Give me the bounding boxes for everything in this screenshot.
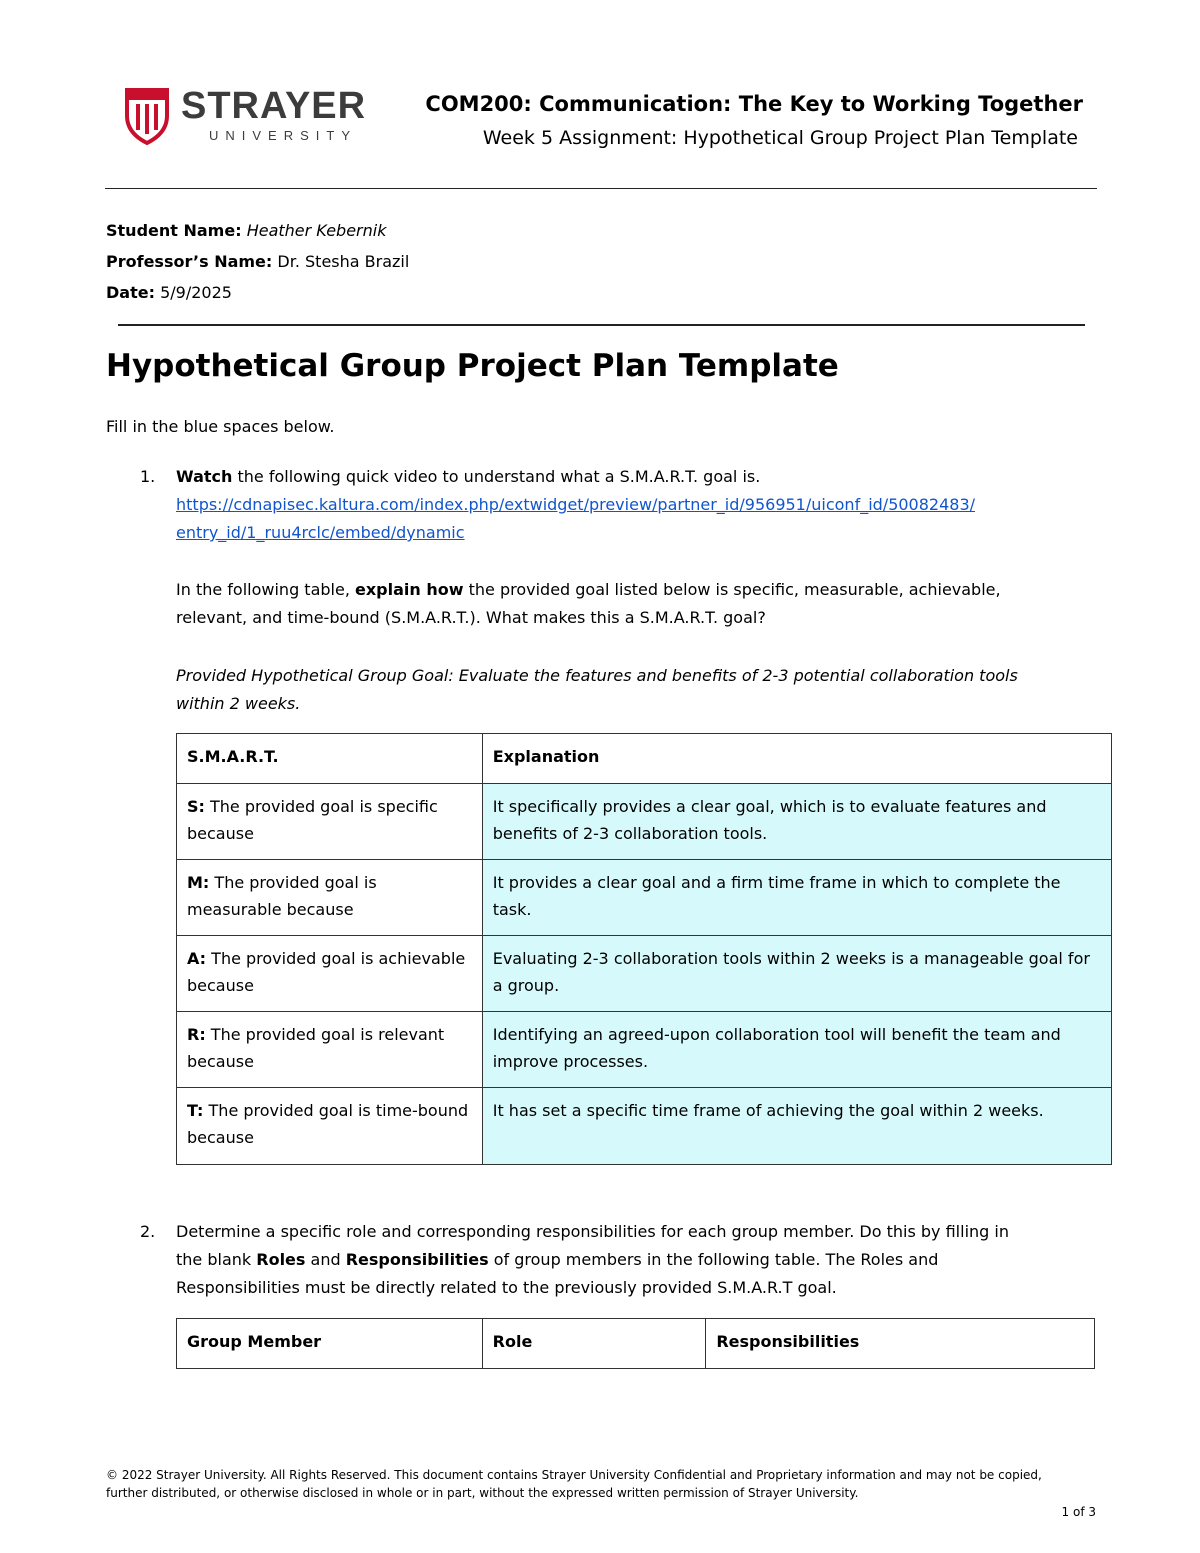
roles-header-row xyxy=(177,1319,1095,1369)
smart-row-t xyxy=(177,1088,1112,1165)
smart-label-cell xyxy=(177,860,483,936)
group-member-header: Group Member xyxy=(177,1319,483,1369)
item-2-line-3: Responsibilities must be directly related to the previously provided S.M.A.R.T goal. xyxy=(176,1278,837,1297)
smart-label-cell xyxy=(177,1088,483,1165)
explanation-cell[interactable]: Evaluating 2-3 collaboration tools within 2 weeks is a manageable goal for a group. xyxy=(482,936,1111,1012)
student-name-label: Student Name: xyxy=(106,221,242,240)
explain-pre: In the following table, xyxy=(176,580,355,599)
shield-icon xyxy=(123,86,173,146)
smart-letter: A: xyxy=(187,949,207,968)
instruction-text: Fill in the blue spaces below. xyxy=(106,417,335,436)
roles-table xyxy=(176,1318,1095,1369)
role-header: Role xyxy=(482,1319,706,1369)
smart-label-text: The provided goal is measurable because xyxy=(187,873,377,919)
explanation-cell[interactable]: It specifically provides a clear goal, which is to evaluate features and benefits of 2-3 collaboration tools. xyxy=(482,784,1111,860)
footer-line-2: further distributed, or otherwise disclosed in whole or in part, without the expressed written permission of Strayer University. xyxy=(106,1486,859,1500)
smart-label-text: The provided goal is relevant because xyxy=(187,1025,445,1071)
smart-letter: R: xyxy=(187,1025,206,1044)
info-divider xyxy=(118,324,1085,326)
explain-bold: explain how xyxy=(355,580,464,599)
video-link-line2[interactable]: entry_id/1_ruu4rclc/embed/dynamic xyxy=(176,523,465,542)
student-name-value: Heather Kebernik xyxy=(246,221,387,240)
smart-label-cell xyxy=(177,1012,483,1088)
date-value: 5/9/2025 xyxy=(160,283,232,302)
video-link-line1[interactable]: https://cdnapisec.kaltura.com/index.php/extwidget/preview/partner_id/956951/uiconf_id/50082483/ xyxy=(176,495,976,514)
smart-row-s xyxy=(177,784,1112,860)
explain-line-2: relevant, and time-bound (S.M.A.R.T.). What makes this a S.M.A.R.T. goal? xyxy=(176,608,766,627)
item-2-line-2 xyxy=(176,1246,938,1274)
logo-wordmark: STRAYER xyxy=(181,85,367,127)
goal-line-2: within 2 weeks. xyxy=(176,694,301,713)
responsibilities-header: Responsibilities xyxy=(706,1319,1095,1369)
roles-bold: Roles xyxy=(256,1250,306,1269)
page-title: Hypothetical Group Project Plan Template xyxy=(106,348,839,384)
course-title: COM200: Communication: The Key to Working Together xyxy=(425,92,1083,116)
smart-letter: S: xyxy=(187,797,205,816)
explain-post: the provided goal listed below is specific, measurable, achievable, xyxy=(463,580,1001,599)
student-name-line xyxy=(106,220,386,242)
smart-label-cell xyxy=(177,936,483,1012)
assignment-title: Week 5 Assignment: Hypothetical Group Project Plan Template xyxy=(482,127,1078,149)
smart-header-cell: S.M.A.R.T. xyxy=(177,734,483,784)
watch-rest: the following quick video to understand what a S.M.A.R.T. goal is. xyxy=(232,467,761,486)
explain-line-1 xyxy=(176,576,1001,604)
goal-line-1: Provided Hypothetical Group Goal: Evaluate the features and benefits of 2-3 potential collaboration tools xyxy=(176,666,1018,685)
responsibilities-bold: Responsibilities xyxy=(345,1250,489,1269)
footer-line-1: © 2022 Strayer University. All Rights Reserved. This document contains Strayer University Confidential and Proprietary information and may not be copied, xyxy=(106,1468,1042,1482)
explanation-cell[interactable]: Identifying an agreed-upon collaboration tool will benefit the team and improve processes. xyxy=(482,1012,1111,1088)
line2-pre: the blank xyxy=(176,1250,257,1269)
copyright-footer xyxy=(106,1466,1042,1502)
item-1-text xyxy=(176,463,760,491)
explanation-cell[interactable]: It has set a specific time frame of achieving the goal within 2 weeks. xyxy=(482,1088,1111,1165)
logo-subtitle: UNIVERSITY xyxy=(209,128,358,143)
smart-letter: M: xyxy=(187,873,210,892)
smart-header-row xyxy=(177,734,1112,784)
smart-table xyxy=(176,733,1112,1165)
item-2-number: 2. xyxy=(140,1222,156,1241)
professor-name-value: Dr. Stesha Brazil xyxy=(277,252,410,271)
smart-label-text: The provided goal is achievable because xyxy=(187,949,466,995)
date-label: Date: xyxy=(106,283,155,302)
item-1-number: 1. xyxy=(140,467,156,486)
explanation-cell[interactable]: It provides a clear goal and a firm time frame in which to complete the task. xyxy=(482,860,1111,936)
smart-letter: T: xyxy=(187,1101,204,1120)
page-number: 1 of 3 xyxy=(1061,1505,1096,1519)
strayer-logo xyxy=(123,86,383,152)
professor-name-label: Professor’s Name: xyxy=(106,252,273,271)
header-divider xyxy=(105,188,1097,189)
watch-bold: Watch xyxy=(176,467,233,486)
smart-row-r xyxy=(177,1012,1112,1088)
line2-post: of group members in the following table. The Roles and xyxy=(488,1250,939,1269)
explanation-header-cell: Explanation xyxy=(482,734,1111,784)
date-line xyxy=(106,282,232,304)
professor-name-line xyxy=(106,251,409,273)
smart-row-m xyxy=(177,860,1112,936)
item-2-line-1: Determine a specific role and corresponding responsibilities for each group member. Do this by filling in xyxy=(176,1222,1009,1241)
smart-label-text: The provided goal is specific because xyxy=(187,797,438,843)
smart-label-text: The provided goal is time-bound because xyxy=(187,1101,469,1147)
smart-label-cell xyxy=(177,784,483,860)
smart-row-a xyxy=(177,936,1112,1012)
line2-and: and xyxy=(305,1250,346,1269)
